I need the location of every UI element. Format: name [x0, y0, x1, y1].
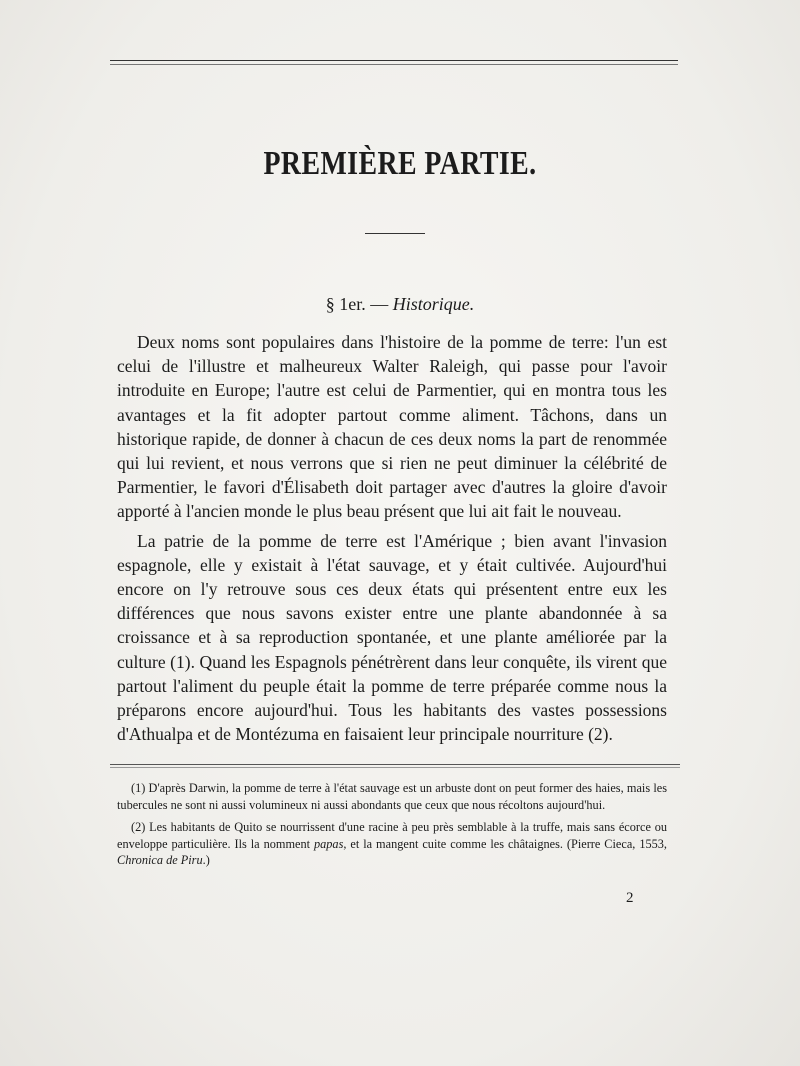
top-rule	[110, 60, 678, 61]
footnotes	[117, 780, 667, 875]
title-divider	[365, 233, 425, 234]
paragraph: La patrie de la pomme de terre est l'Amérique ; bien avant l'invasion espagnole, elle y existait à l'état sauvage, et y était cultivée. Aujourd'hui encore on l'y retrouve sous ces deux états qui présentent entre eux les différences que nous savons exister entre une plante abandonnée à sa croissance et à sa reproduction spontanée, et une plante améliorée par la culture (1). Quand les Espagnols pénétrèrent dans leur conquête, ils virent que partout l'aliment du peuple était la pomme de terre préparée comme nous la préparons encore aujourd'hui. Tous les habitants des vastes possessions d'Athualpa et de Montézuma en faisaient leur principale nourriture (2).	[117, 530, 667, 745]
footnote-rule	[110, 764, 680, 765]
section-number: § 1er. —	[325, 294, 393, 314]
footnote-2-term: papas	[313, 836, 344, 851]
section-title: Historique.	[392, 294, 475, 314]
paragraph: Deux noms sont populaires dans l'histoire de la pomme de terre: l'un est celui de l'illustre et malheureux Walter Raleigh, qui passe pour l'avoir introduite en Europe; l'autre est celui de Parmentier, qui en montra tous les avantages et la fit adopter partout comme aliment. Tâchons, dans un historique rapide, de donner à chacun de ces deux noms la part de renommée qui lui revient, et nous verrons que si rien ne peut diminuer la célébrité de Parmentier, le favori d'Élisabeth doit partager avec d'autres la gloire d'avoir apporté à l'ancien monde le plus beau présent que lui ait fait le nouveau.	[117, 332, 667, 522]
footnote-2	[117, 819, 667, 869]
body-text	[117, 330, 667, 746]
top-rule-secondary	[110, 64, 678, 65]
footnote-2-end: .)	[202, 853, 210, 867]
footnote-2-text-cont: , et la mangent cuite comme les châtaignes. (Pierre Cieca, 1553,	[343, 836, 667, 851]
footnote-1: (1) D'après Darwin, la pomme de terre à l'état sauvage est un arbuste dont on peut former des haies, mais les tubercules ne sont ni aussi volumineux ni aussi abondants que ceux que nous récoltons aujourd'hui.	[117, 781, 667, 812]
page-number: 2	[626, 890, 634, 906]
footnote-rule-secondary	[110, 767, 680, 768]
footnote-2-text: (2) Les habitants de Quito se nourrissent d'une racine à peu près semblable à la truffe, mais sans écorce ou enveloppe particulière. Ils la nomment	[117, 820, 667, 851]
part-title: PREMIÈRE PARTIE.	[263, 145, 537, 182]
section-heading	[0, 294, 800, 315]
footnote-2-source: Chronica de Piru	[117, 853, 203, 867]
